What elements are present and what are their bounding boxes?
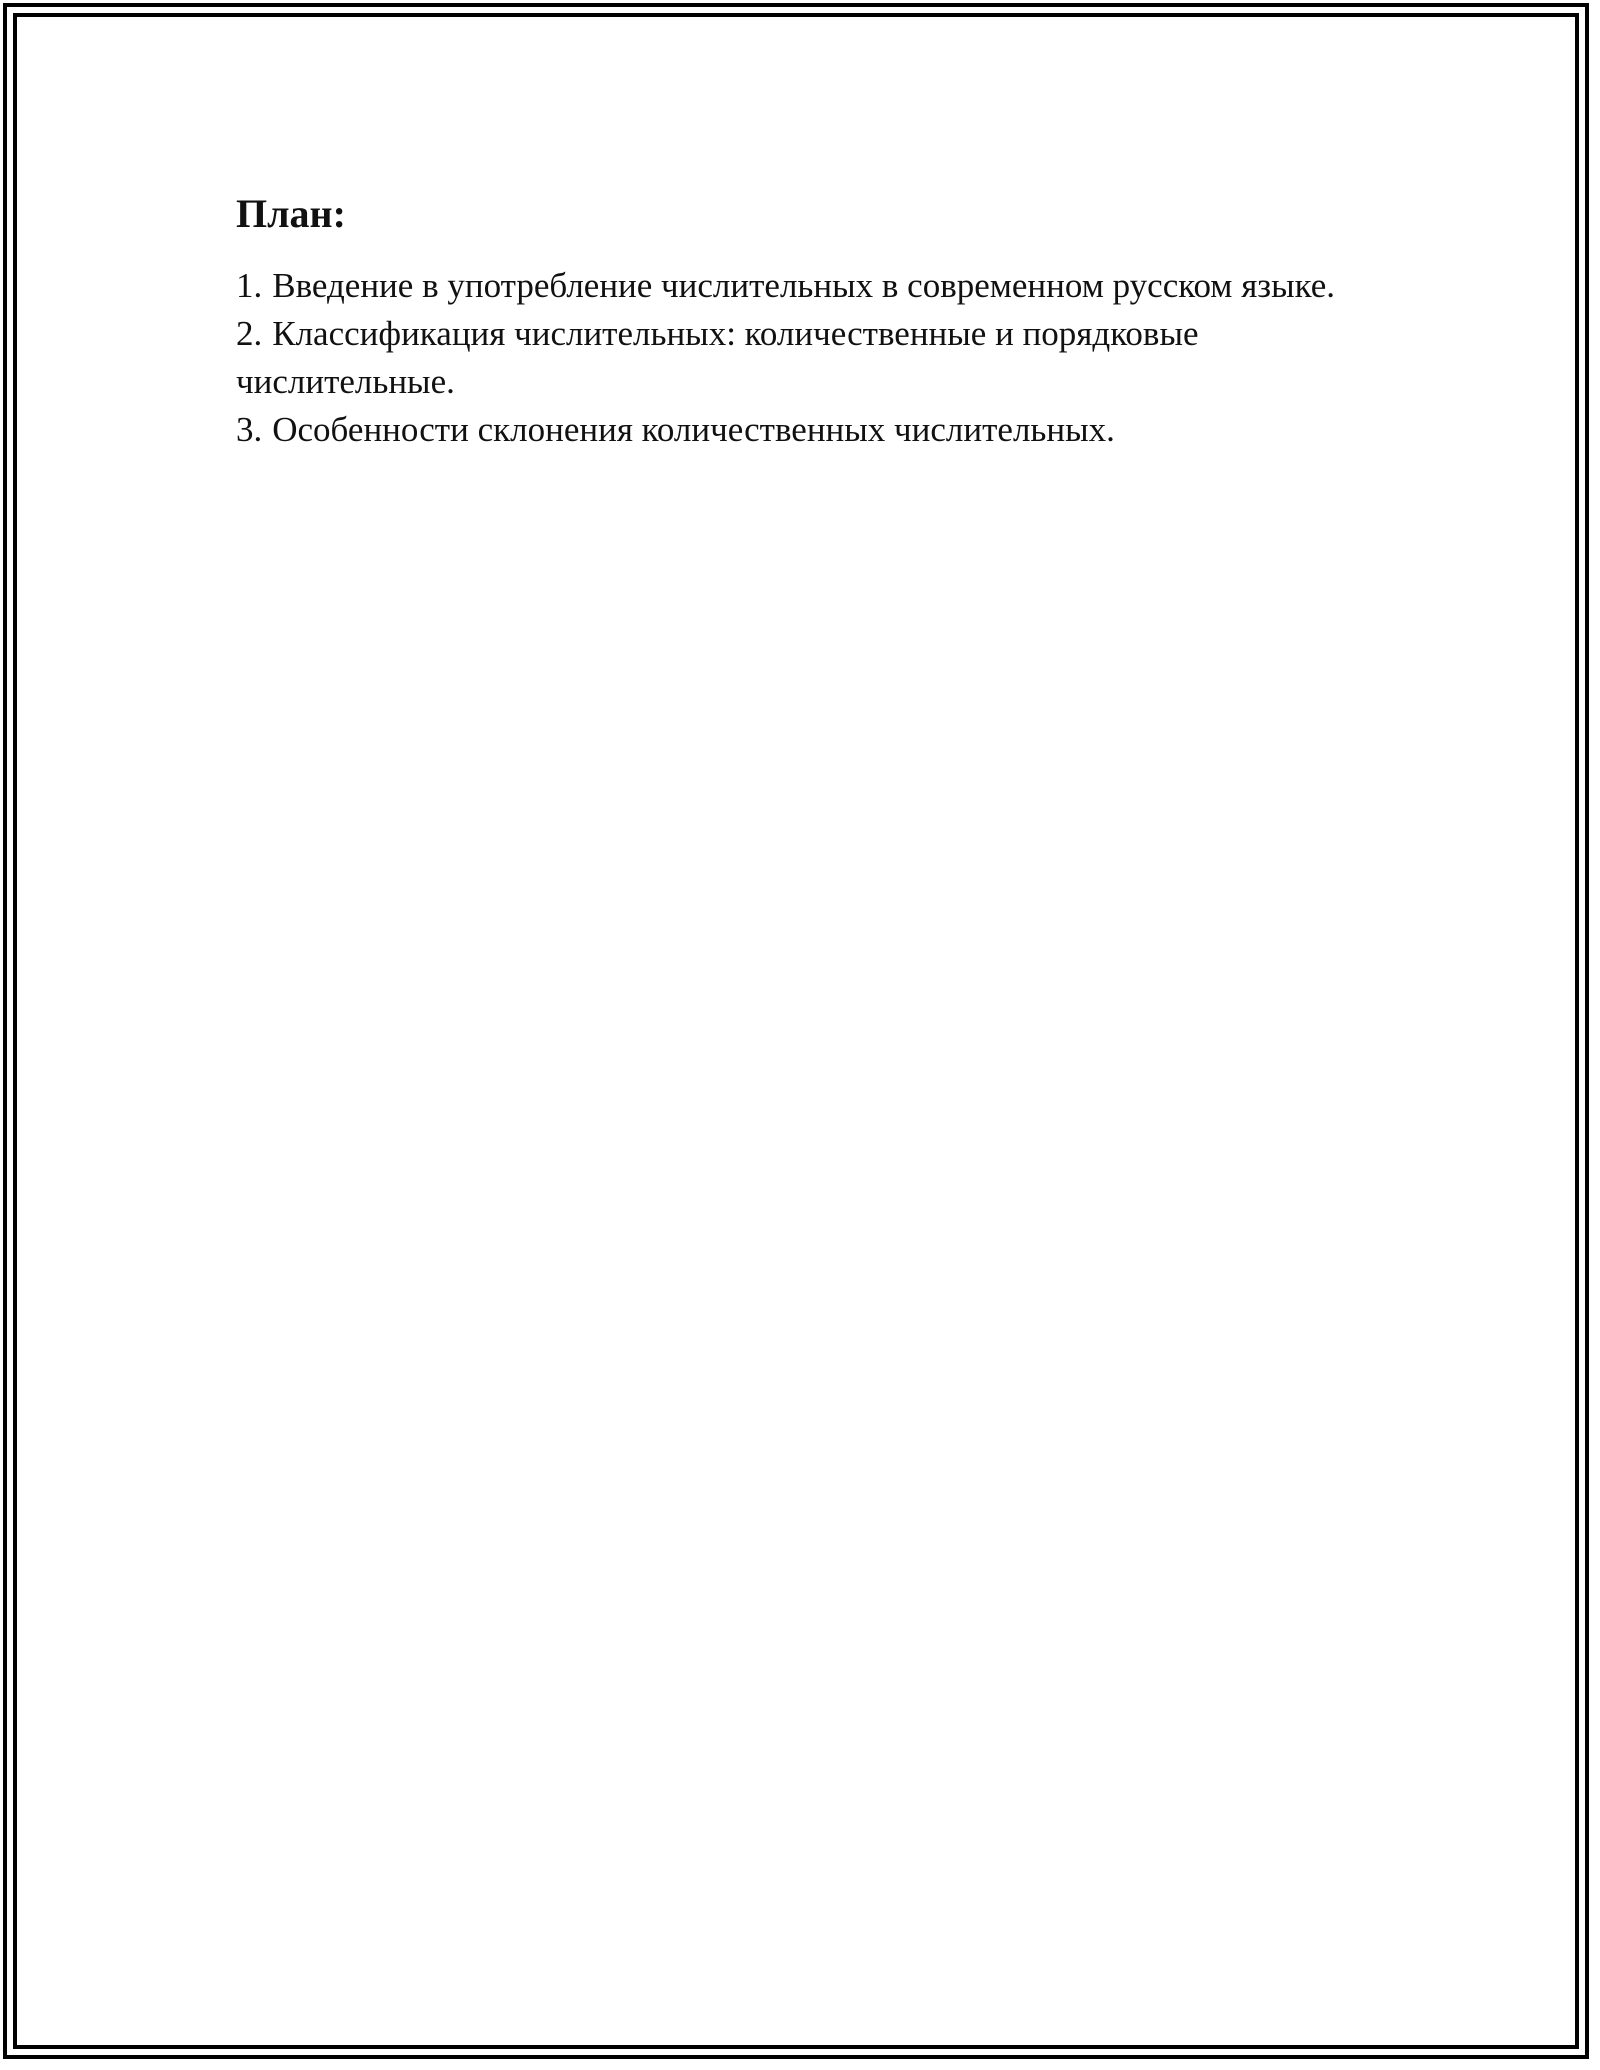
plan-item-2 [236, 310, 1336, 406]
page-title: План: [236, 191, 346, 236]
plan-item-number: 1. [236, 266, 263, 305]
plan-item-text: Введение в употребление числительных в современном русском языке. [272, 266, 1336, 305]
plan-item-3 [236, 406, 1336, 454]
plan-list [236, 262, 1336, 454]
plan-item-number: 2. [236, 314, 263, 353]
plan-item-text: Классификация числительных: количественные и порядковые числительные. [236, 314, 1199, 401]
plan-item-number: 3. [236, 410, 263, 449]
document-body [236, 186, 1336, 454]
plan-item-1 [236, 262, 1336, 310]
plan-item-text: Особенности склонения количественных числительных. [272, 410, 1115, 449]
